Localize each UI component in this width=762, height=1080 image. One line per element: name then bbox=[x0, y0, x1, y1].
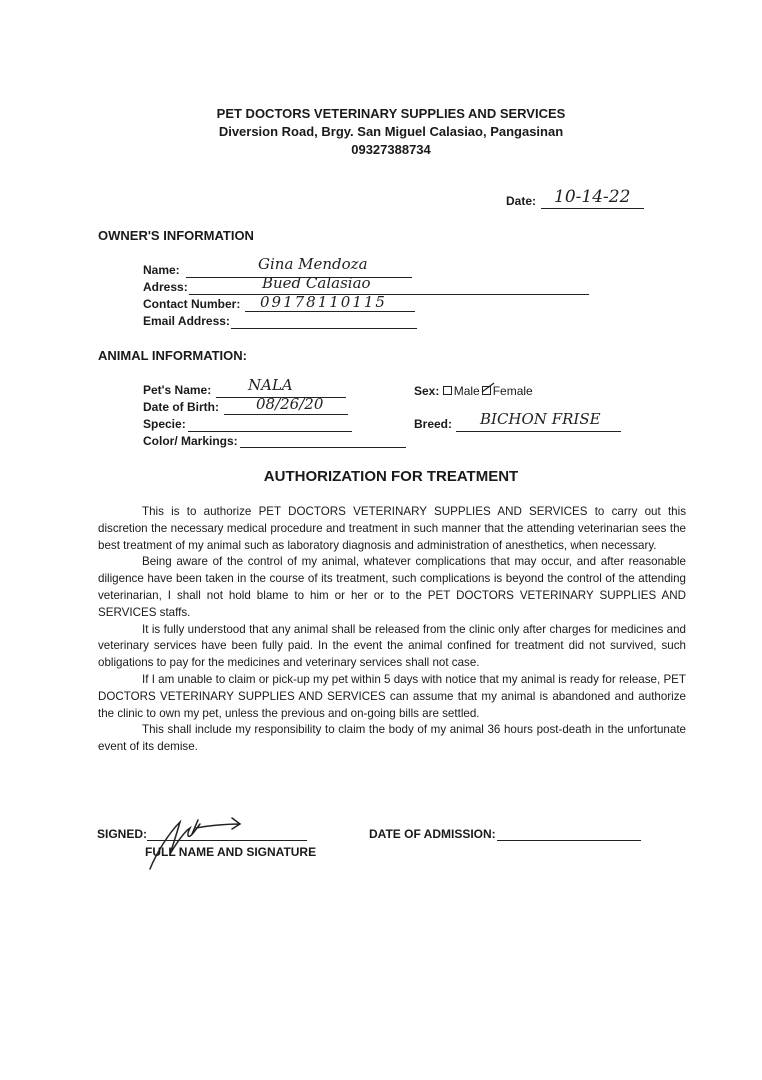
name-label: Name: bbox=[143, 263, 180, 277]
date-value[interactable]: 10-14-22 bbox=[554, 187, 631, 207]
dob-line bbox=[224, 414, 348, 415]
clinic-name: PET DOCTORS VETERINARY SUPPLIES AND SERVICES bbox=[216, 106, 566, 121]
paragraph: It is fully understood that any animal shall be released from the clinic only after charges for medicines and veterinary services have been fully paid. In the event the animal confined for treatment did not survived, such obligations to pay for the medicines and veterinary services shall not case. bbox=[98, 622, 686, 670]
email-label: Email Address: bbox=[143, 314, 230, 328]
address-label: Adress: bbox=[143, 280, 188, 294]
color-line bbox=[240, 447, 406, 448]
female-checkbox[interactable] bbox=[482, 386, 491, 395]
color-label: Color/ Markings: bbox=[143, 434, 238, 448]
specie-line bbox=[188, 431, 352, 432]
sex-label: Sex: bbox=[414, 384, 440, 398]
dob-label: Date of Birth: bbox=[143, 400, 219, 414]
pet-name-value[interactable]: NALA bbox=[248, 376, 293, 394]
male-checkbox[interactable] bbox=[443, 386, 452, 395]
date-label: Date: bbox=[506, 194, 537, 208]
address-line bbox=[189, 294, 589, 295]
authorization-body bbox=[98, 504, 686, 756]
female-option-label: Female bbox=[492, 384, 533, 398]
date-of-admission-label: DATE OF ADMISSION: bbox=[369, 827, 496, 841]
breed-label: Breed: bbox=[414, 417, 453, 431]
check-mark-icon bbox=[481, 382, 495, 394]
date-of-admission-line bbox=[497, 840, 641, 841]
male-option-label: Male bbox=[453, 384, 480, 398]
name-value[interactable]: Gina Mendoza bbox=[258, 255, 368, 273]
contact-line bbox=[245, 311, 415, 312]
sex-field bbox=[414, 384, 533, 398]
authorization-title: AUTHORIZATION FOR TREATMENT bbox=[263, 468, 519, 485]
signature-drawing[interactable] bbox=[146, 814, 246, 874]
date-line bbox=[541, 208, 644, 209]
address-value[interactable]: Bued Calasiao bbox=[262, 274, 371, 292]
full-name-signature-caption: FULL NAME AND SIGNATURE bbox=[145, 845, 317, 859]
clinic-phone: 09327388734 bbox=[351, 142, 431, 157]
breed-value[interactable]: BICHON FRISE bbox=[480, 410, 601, 428]
paragraph: This is to authorize PET DOCTORS VETERINARY SUPPLIES AND SERVICES to carry out this discretion the necessary medical procedure and treatment in such manner that the attending veterinarian sees the best treatment of my animal such as laboratory diagnosis and administration of anesthetics, when necessary. bbox=[98, 505, 686, 552]
email-line bbox=[231, 328, 417, 329]
pet-name-label: Pet's Name: bbox=[143, 383, 212, 397]
contact-value[interactable]: 09178110115 bbox=[260, 293, 387, 311]
paragraph: This shall include my responsibility to claim the body of my animal 36 hours post-death in the unfortunate event of its demise. bbox=[98, 723, 686, 754]
specie-label: Specie: bbox=[143, 417, 186, 431]
animal-section-title: ANIMAL INFORMATION: bbox=[98, 348, 247, 363]
breed-line bbox=[456, 431, 621, 432]
paragraph: If I am unable to claim or pick-up my pet within 5 days with notice that my animal is ready for release, PET DOCTORS VETERINARY SUPPLIES AND SERVICES can assume that my animal is abandoned and authorize the clinic to own my pet, unless the previous and on-going bills are settled. bbox=[98, 672, 686, 720]
paragraph: Being aware of the control of my animal, whatever complications that may occur, and after reasonable diligence have been taken in the course of its treatment, such complications is beyond the control of the attending veterinarian, I shall not hold blame to him or her or to the PET DOCTORS VETERINARY SUPPLIES AND SERVICES staffs. bbox=[98, 555, 686, 619]
clinic-address: Diversion Road, Brgy. San Miguel Calasiao, Pangasinan bbox=[218, 124, 564, 139]
signed-label: SIGNED: bbox=[97, 827, 148, 841]
contact-label: Contact Number: bbox=[143, 297, 241, 311]
dob-value[interactable]: 08/26/20 bbox=[256, 395, 324, 413]
owner-section-title: OWNER'S INFORMATION bbox=[98, 228, 254, 243]
